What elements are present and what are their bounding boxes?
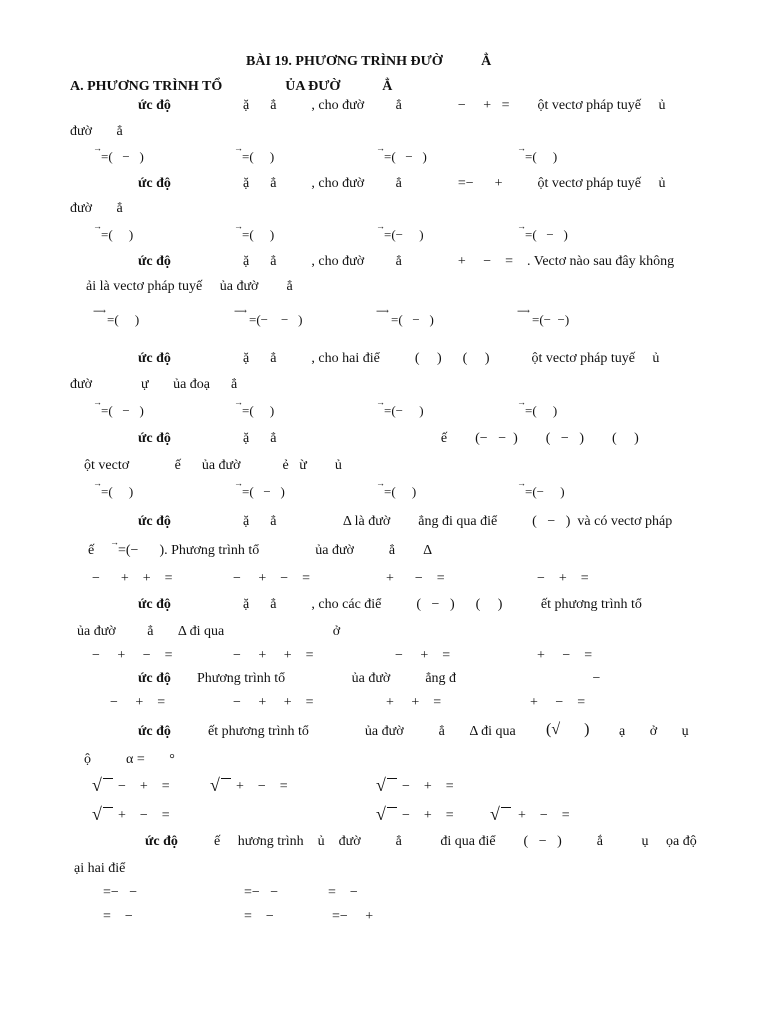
vector-arrow-icon: → xyxy=(93,478,102,488)
q3-option-d: =(− −) xyxy=(532,312,570,327)
sqrt-icon: √ xyxy=(92,804,102,824)
q3-option-c: =( − ) xyxy=(391,312,434,327)
q1-option-a: =( − ) xyxy=(101,149,144,164)
sqrt-icon: √ xyxy=(490,804,500,824)
q3-text-2: ải là vectơ pháp tuyế ủa đườ ẳ xyxy=(86,279,293,294)
q1-option-c: =( − ) xyxy=(384,149,427,164)
q9-option-b-alt: + − = xyxy=(118,808,170,823)
q10-option-c: = − xyxy=(328,885,358,900)
q7-label: ức độ xyxy=(138,597,171,612)
vector-arrow-icon: → xyxy=(517,221,526,231)
q2-option-b: =( ) xyxy=(242,227,275,242)
q2-text: ặ ẳ , cho đườ ẳ =− + ột vectơ pháp tuyế ủ xyxy=(243,176,666,191)
q10-text: ế hương trình ủ đườ ẳ đi qua điể ( − ) ắ ụ ọa độ xyxy=(214,834,697,849)
vector-arrow-icon: → xyxy=(376,143,385,153)
q9-option-d: − + = xyxy=(402,808,454,823)
q4-text: ặ ẳ , cho hai điể ( ) ( ) ột vectơ pháp tuyế ủ xyxy=(243,351,660,366)
vector-arrow-icon: ⟶ xyxy=(93,306,106,316)
q10-option-a: =− − xyxy=(103,885,138,900)
q1-option-d: =( ) xyxy=(525,149,558,164)
q3-option-a: =( ) xyxy=(107,312,140,327)
sqrt-icon: √ xyxy=(210,775,220,795)
q10-text-2: ại hai điể xyxy=(74,861,126,876)
vector-arrow-icon: → xyxy=(93,143,102,153)
q10-option-f: =− + xyxy=(332,909,374,924)
q6-option-d: − + = xyxy=(537,571,589,586)
q8-option-a: − + = xyxy=(110,695,166,710)
q9-option-a: − + = xyxy=(118,779,170,794)
vector-arrow-icon: ⟶ xyxy=(234,306,247,316)
q9-text: ết phương trình tổ ủa đườ ẳ Δ đi qua xyxy=(208,724,516,739)
q9-point: (√ ) xyxy=(546,721,590,738)
q8-text: Phương trình tổ ủa đườ ẳng đ − xyxy=(197,671,601,686)
q7-text: ặ ẳ , cho các điể ( − ) ( ) ết phương trình tổ xyxy=(243,597,642,612)
q1-label: ức độ xyxy=(138,98,171,113)
vector-arrow-icon: → xyxy=(93,397,102,407)
q4-label: ức độ xyxy=(138,351,171,366)
q6-text: ặ ẳ Δ là đườ ẳng đi qua điể ( − ) và có vectơ pháp xyxy=(243,514,673,529)
q1-text: ặ ẳ , cho đườ ẳ − + = ột vectơ pháp tuyế ủ xyxy=(243,98,666,113)
vector-arrow-icon: → xyxy=(234,397,243,407)
q4-option-b: =( ) xyxy=(242,403,275,418)
q7-option-a: − + − = xyxy=(92,648,173,663)
q5-label: ức độ xyxy=(138,431,171,446)
q7-option-b: − + + = xyxy=(233,648,314,663)
q4-option-d: =( ) xyxy=(525,403,558,418)
sqrt-bar xyxy=(387,807,397,808)
sqrt-bar xyxy=(103,807,113,808)
q6-option-b: − + − = xyxy=(233,571,311,586)
vector-arrow-icon: → xyxy=(93,221,102,231)
q3-label: ức độ xyxy=(138,254,171,269)
sqrt-bar xyxy=(103,778,113,779)
vector-arrow-icon: ⟶ xyxy=(517,306,530,316)
q4-option-a: =( − ) xyxy=(101,403,144,418)
vector-arrow-icon: → xyxy=(376,478,385,488)
vector-arrow-icon: → xyxy=(234,478,243,488)
q6-text-2b: =(− ). Phương trình tổ ủa đườ ẳ Δ xyxy=(118,543,433,558)
q9-option-c: − + = xyxy=(402,779,454,794)
q2-option-a: =( ) xyxy=(101,227,134,242)
q7-option-c: − + = xyxy=(395,648,451,663)
q9-option-e: + − = xyxy=(518,808,570,823)
q1-text-2: đườ ẳ xyxy=(70,124,123,139)
vector-arrow-icon: → xyxy=(110,537,119,547)
q8-option-b: − + + = xyxy=(233,695,314,710)
q5-text: ặ ẳ ế (− − ) ( − ) ( ) xyxy=(243,431,639,446)
q10-option-e: = − xyxy=(244,909,274,924)
vector-arrow-icon: → xyxy=(234,221,243,231)
q6-label: ức độ xyxy=(138,514,171,529)
sqrt-bar xyxy=(221,778,231,779)
vector-arrow-icon: → xyxy=(517,397,526,407)
q10-option-d: = − xyxy=(103,909,133,924)
q9-label: ức độ xyxy=(138,724,171,739)
q5-option-a: =( ) xyxy=(101,484,134,499)
vector-arrow-icon: ⟶ xyxy=(376,306,389,316)
q6-text-2a: ế xyxy=(88,543,95,558)
sqrt-bar xyxy=(387,778,397,779)
q5-text-2: ột vectơ ế ủa đườ ẻ ừ ủ xyxy=(84,458,342,473)
q9-text-tail: ạ ở ụ xyxy=(619,724,689,739)
vector-arrow-icon: → xyxy=(517,143,526,153)
vector-arrow-icon: → xyxy=(234,143,243,153)
q2-option-c: =(− ) xyxy=(384,227,424,242)
q2-label: ức độ xyxy=(138,176,171,191)
q5-option-c: =( ) xyxy=(384,484,417,499)
q7-option-d: + − = xyxy=(537,648,593,663)
section-heading: A. PHƯƠNG TRÌNH TỔ ỦA ĐƯỜ Ẳ xyxy=(70,79,393,94)
q3-option-b: =(− − ) xyxy=(249,312,303,327)
q6-option-a: − + + = xyxy=(92,571,173,586)
q9-option-b: + − = xyxy=(236,779,288,794)
sqrt-icon: √ xyxy=(92,775,102,795)
q6-option-c: + − = xyxy=(386,571,445,586)
sqrt-icon: √ xyxy=(376,775,386,795)
q2-option-d: =( − ) xyxy=(525,227,568,242)
q8-option-d: + − = xyxy=(530,695,586,710)
q8-option-c: + + = xyxy=(386,695,442,710)
q10-label: ức độ xyxy=(145,834,178,849)
q3-text: ặ ẳ , cho đườ ẳ + − = . Vectơ nào sau đây không xyxy=(243,254,675,269)
q4-text-2: đườ ự ủa đoạ ẳ xyxy=(70,377,238,392)
q1-option-b: =( ) xyxy=(242,149,275,164)
vector-arrow-icon: → xyxy=(517,478,526,488)
q4-option-c: =(− ) xyxy=(384,403,424,418)
q8-label: ức độ xyxy=(138,671,171,686)
q5-option-d: =(− ) xyxy=(525,484,565,499)
vector-arrow-icon: → xyxy=(376,221,385,231)
lesson-title: BÀI 19. PHƯƠNG TRÌNH ĐƯỜ Ẳ xyxy=(246,54,492,69)
q10-option-b: =− − xyxy=(244,885,279,900)
q2-text-2: đườ ẳ xyxy=(70,201,123,216)
q9-text-2: ộ α = ° xyxy=(84,752,175,767)
q5-option-b: =( − ) xyxy=(242,484,285,499)
q7-text-2: ủa đườ ẳ Δ đi qua ở xyxy=(77,624,341,639)
sqrt-bar xyxy=(501,807,511,808)
vector-arrow-icon: → xyxy=(376,397,385,407)
sqrt-icon: √ xyxy=(376,804,386,824)
